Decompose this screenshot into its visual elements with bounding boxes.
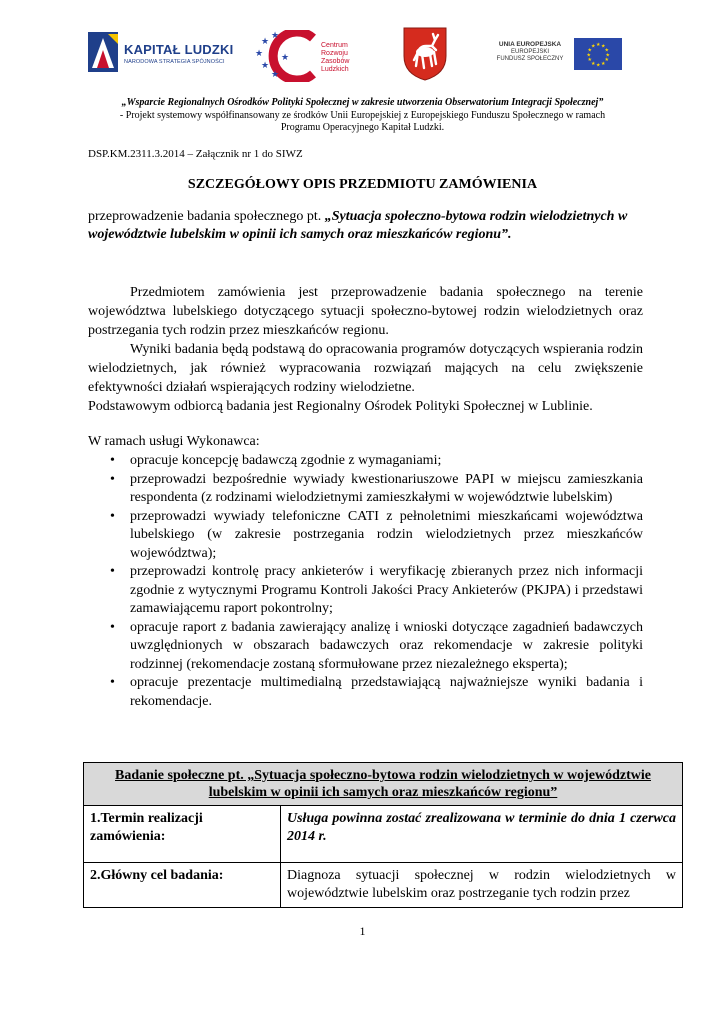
svg-text:★: ★ [271, 31, 280, 41]
table-row [84, 863, 683, 908]
lubelskie-coat-of-arms [402, 26, 448, 82]
svg-text:★: ★ [601, 61, 606, 67]
svg-text:★: ★ [587, 47, 592, 54]
crzl-line-2: Rozwoju [321, 50, 348, 57]
paragraph-results: Wyniki badania będą podstawą do opracowania programów dotyczących wspierania rodzin wielodzietnych, jak również wypracowania rozwiązań mających na celu zwiększenie efektywności działań wspierających rodziny wielodzietne. [88, 342, 643, 395]
svg-text:★: ★ [281, 53, 290, 63]
subject-title: „Sytuacja społeczno-bytowa rodzin wielodzietnych w województwie lubelskim w opinii ich samych oraz mieszkańców regionu”. [88, 209, 628, 242]
list-item: • opracuje koncepcję badawczą zgodnie z wymaganiami; [110, 452, 643, 471]
svg-text:★: ★ [591, 43, 596, 50]
eu-efs-logo [490, 38, 622, 72]
crzl-line-4: Ludzkich [321, 66, 349, 73]
project-subtitle-line-2: Programu Operacyjnego Kapitał Ludzki. [280, 122, 445, 133]
table-header-row [84, 763, 683, 806]
svg-text:★: ★ [261, 37, 270, 47]
list-item: • przeprowadzi bezpośrednie wywiady kwestionariuszowe PAPI w miejscu zamieszkania respondenta (z rodzinami wielodzietnymi zamieszkałymi w województwie lubelskim) [110, 471, 643, 508]
svg-text:★: ★ [601, 43, 606, 50]
row-value-deadline: Usługa powinna zostać zrealizowana w terminie do dnia 1 czerwca 2014 r. [281, 806, 683, 863]
row-label-deadline: 1.Termin realizacji zamówienia: [84, 806, 281, 863]
svg-text:★: ★ [604, 47, 609, 54]
svg-text:★: ★ [261, 61, 270, 71]
svg-text:★: ★ [587, 57, 592, 63]
services-list [110, 452, 643, 711]
kapital-ludzki-logo [88, 30, 238, 78]
subject-line [88, 208, 643, 244]
svg-text:★: ★ [271, 70, 280, 80]
page-number: 1 [359, 924, 366, 938]
crzl-line-3: Zasobów [321, 58, 350, 65]
svg-text:★: ★ [586, 52, 591, 59]
crzl-line-1: Centrum [321, 42, 348, 49]
table-header: Badanie społeczne pt. „Sytuacja społeczno-bytowa rodzin wielodzietnych w województwie lubelskim w opinii ich samych oraz mieszkańców regionu” [84, 763, 683, 806]
subject-prefix: przeprowadzenie badania społecznego pt. [88, 209, 325, 224]
row-label-goal: 2.Główny cel badania: [84, 863, 281, 908]
project-subtitle-line-1: - Projekt systemowy współfinansowany ze środków Unii Europejskiej z Europejskiego Funduszu Społecznego w ramach [119, 110, 606, 121]
svg-text:★: ★ [255, 49, 264, 59]
svg-text:★: ★ [604, 57, 609, 63]
list-item: • przeprowadzi kontrolę pracy ankieterów i weryfikację zbieranych przez nich informacji zgodnie z wytycznymi Programu Kontroli Jakości Pracy Ankieterów (PKJPA) i przedstawi zamawiającemu raport pokontrolny; [110, 563, 643, 619]
svg-text:★: ★ [596, 62, 601, 69]
list-item: • przeprowadzi wywiady telefoniczne CATI z pełnoletnimi mieszkańcami województwa lubelskiego (w zakresie postrzegania rodzin wielodzietnych przez mieszkańców województwa); [110, 508, 643, 564]
row-value-goal: Diagnoza sytuacji społecznej w rodzin wielodzietnych w województwie lubelskim oraz postrzeganie tych rodzin przez [281, 863, 683, 908]
specification-table [83, 762, 683, 908]
eu-line-1: UNIA EUROPEJSKA [498, 41, 562, 48]
kapital-ludzki-subtitle: NARODOWA STRATEGIA SPÓJNOŚCI [124, 59, 225, 65]
list-item: • opracuje prezentacje multimedialną przedstawiającą najważniejsze wyniki badania i rekomendacje. [110, 674, 643, 711]
eu-flag-icon [574, 38, 622, 70]
crzl-emblem-icon [255, 30, 319, 82]
deer-shield-icon [402, 26, 448, 82]
kapital-ludzki-emblem-icon [88, 30, 122, 76]
document-reference: DSP.KM.2311.3.2014 – Załącznik nr 1 do SIWZ [88, 148, 303, 160]
project-title: „Wsparcie Regionalnych Ośrodków Polityki Społecznej w zakresie utworzenia Obserwatorium Integracji Społecznej” [121, 97, 604, 108]
svg-text:★: ★ [605, 52, 610, 59]
crzl-logo [255, 30, 375, 82]
kapital-ludzki-title: KAPITAŁ LUDZKI [124, 42, 234, 57]
document-title: SZCZEGÓŁOWY OPIS PRZEDMIOTU ZAMÓWIENIA [187, 177, 538, 192]
services-intro: W ramach usługi Wykonawca: [88, 434, 260, 449]
paragraph-subject: Przedmiotem zamówienia jest przeprowadzenie badania społecznego na terenie województwa lubelskiego dotyczącego sytuacji społeczno-bytowej rodzin wielodzietnych oraz postrzegania tych rodzin przez mieszkańców regionu. [88, 285, 643, 338]
svg-text:★: ★ [596, 42, 601, 48]
paragraph-recipient: Podstawowym odbiorcą badania jest Regionalny Ośrodek Polityki Społecznej w Lublinie. [88, 399, 593, 414]
eu-line-2: EUROPEJSKI [510, 49, 549, 55]
table-row [84, 806, 683, 863]
svg-text:★: ★ [591, 61, 596, 67]
eu-line-3: FUNDUSZ SPOŁECZNY [496, 56, 564, 62]
list-item: • opracuje raport z badania zawierający analizę i wnioski dotyczące zagadnień badawczych uwzględnionych w obszarach badawczych oraz rekomendacje w zakresie polityki rodzinnej (rekomendacje zostaną sformułowane przez niezależnego eksperta); [110, 619, 643, 675]
project-subtitle [60, 110, 665, 134]
